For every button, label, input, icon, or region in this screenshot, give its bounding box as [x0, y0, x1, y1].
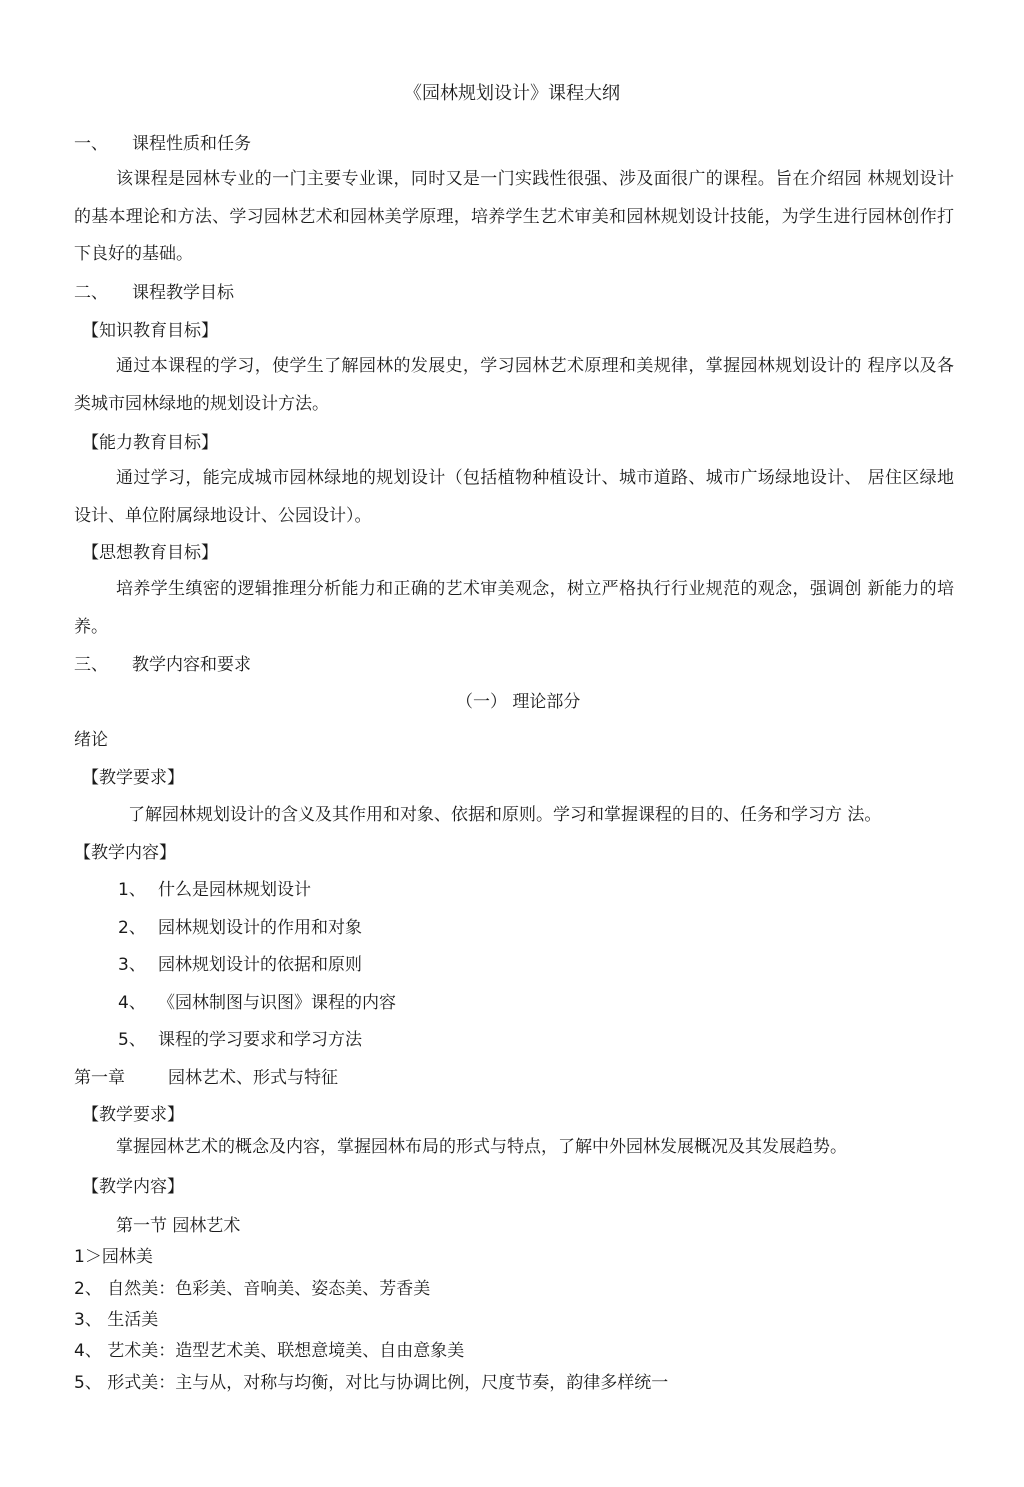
- section-1-paragraph: 该课程是园林专业的一门主要专业课，同时又是一门实践性很强、涉及面很广的课程。旨在介绍园 林规划设计的基本理论和方法、学习园林艺术和园林美学原理，培养学生艺术审美和园林规划设计技能，为学生进行园林创作打下良好的基础。: [74, 169, 954, 264]
- knowledge-goal-paragraph: 通过本课程的学习，使学生了解园林的发展史，学习园林艺术原理和美规律，掌握园林规划设计的 程序以及各类城市园林绿地的规划设计方法。: [74, 356, 954, 414]
- section-3-heading: [74, 654, 251, 676]
- list-item: 2、 自然美：色彩美、音响美、姿态美、芳香美: [74, 1279, 431, 1299]
- part-heading: （一） 理论部分: [456, 692, 581, 712]
- list-item: 2、 园林规划设计的作用和对象: [118, 918, 362, 938]
- thought-goal-paragraph: 培养学生缜密的逻辑推理分析能力和正确的艺术审美观念，树立严格执行行业规范的观念，强调创 新能力的培养。: [74, 579, 954, 637]
- list-item: 4、 艺术美：造型艺术美、联想意境美、自由意象美: [74, 1341, 465, 1361]
- section-2-heading: [74, 282, 234, 304]
- knowledge-goal-label: 【知识教育目标】: [82, 321, 218, 341]
- chapter-1-heading: [74, 1067, 338, 1089]
- intro-req-text: 了解园林规划设计的含义及其作用和对象、依据和原则。学习和掌握课程的目的、任务和学习方 法。: [128, 805, 882, 825]
- list-item: 5、 形式美：主与从，对称与均衡，对比与协调比例，尺度节奏，韵律多样统一: [74, 1373, 669, 1393]
- section-1-title: 第一节 园林艺术: [116, 1216, 241, 1236]
- list-item: 3、 园林规划设计的依据和原则: [118, 955, 362, 975]
- list-item: 3、 生活美: [74, 1310, 159, 1330]
- list-item: 1＞园林美: [74, 1247, 153, 1267]
- thought-goal-label: 【思想教育目标】: [82, 543, 218, 563]
- section-title: 教学内容和要求: [132, 655, 251, 675]
- intro-content-label: 【教学内容】: [74, 843, 176, 863]
- chapter-1-req-label: 【教学要求】: [82, 1105, 184, 1125]
- intro-req-label: 【教学要求】: [82, 768, 184, 788]
- chapter-1-content-label: 【教学内容】: [82, 1177, 184, 1197]
- section-number: 三、: [74, 655, 108, 675]
- page-title: 《园林规划设计》课程大纲: [404, 83, 620, 104]
- section-title: 课程教学目标: [132, 283, 234, 303]
- section-1-heading: [74, 133, 251, 155]
- ability-goal-label: 【能力教育目标】: [82, 433, 218, 453]
- list-item: 1、 什么是园林规划设计: [118, 880, 311, 900]
- section-number: 一、: [74, 134, 108, 154]
- intro-title: 绪论: [74, 730, 108, 750]
- list-item: 5、 课程的学习要求和学习方法: [118, 1030, 362, 1050]
- list-item: 4、 《园林制图与识图》课程的内容: [118, 993, 396, 1013]
- chapter-number: 第一章: [74, 1068, 125, 1088]
- chapter-1-req-text: 掌握园林艺术的概念及内容，掌握园林布局的形式与特点，了解中外园林发展概况及其发展趋势。: [116, 1137, 847, 1157]
- section-title: 课程性质和任务: [132, 134, 251, 154]
- section-number: 二、: [74, 283, 108, 303]
- chapter-title: 园林艺术、形式与特征: [168, 1068, 338, 1088]
- ability-goal-paragraph: 通过学习，能完成城市园林绿地的规划设计（包括植物种植设计、城市道路、城市广场绿地设计、 居住区绿地设计、单位附属绿地设计、公园设计）。: [74, 468, 954, 526]
